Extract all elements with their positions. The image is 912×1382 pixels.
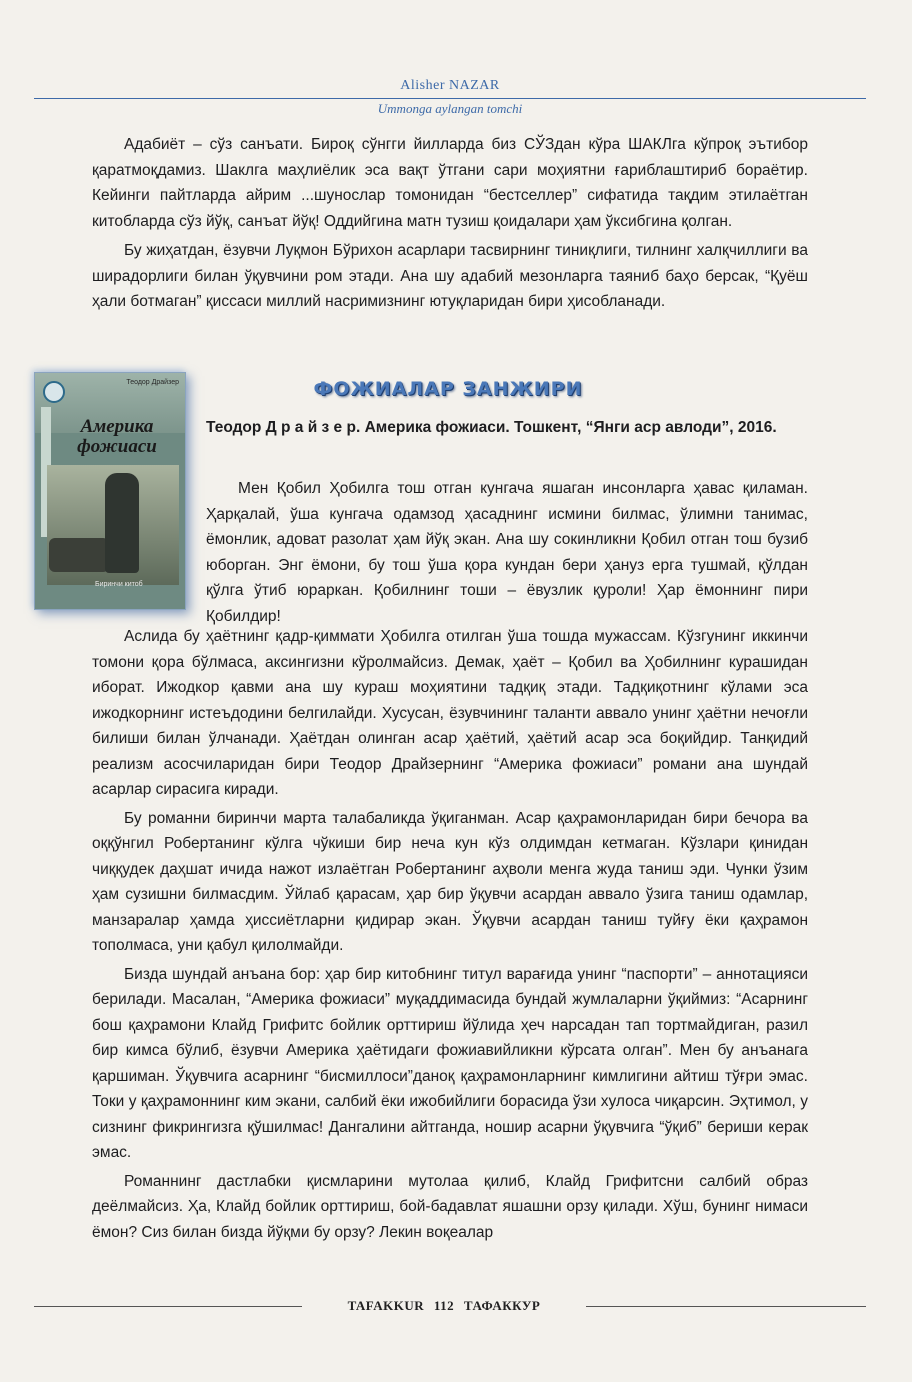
paragraph: Романнинг дастлабки қисмларини мутолаа қилиб, Клайд Грифитсни салбий образ деёлмайсиз. Ҳа, Клайд бойлик орттириш, бой-бадавлат яшашни орзу қилади. Хўш, бунинг нимаси ёмон? Сиз билан бизда йўқми бу орзу? Лекин воқеалар — [92, 1172, 808, 1241]
footer-text — [312, 1298, 576, 1314]
paragraph: Бизда шундай анъана бор: ҳар бир китобнинг титул варағида унинг “паспорти” – аннотацияси берилади. Масалан, “Америка фожиаси” муқаддимасида бундай жумлаларни ўқиймиз: “Асарнинг бош қаҳрамони Клайд Грифитс бойлик орттириш йўлида ҳеч нарсадан тап тортмайдиган, разил бир кимса бўлиб, ёзувчи Америка ҳаётидаги фожиавийликни кўрсата олган”. Мен бу анъанага қаршиман. Ўқувчига асарнинг “бисмиллоси”даноқ қаҳрамонларнинг кимлигини айтиш тўғри эмас. Токи у қаҳрамоннинг ким экани, салбий ёки ижобийлиги борасида ўзи хулоса чиқарсин. Эҳтимол, у сизнинг фикрингизга қўшилмас! Дангалини айтганда, ношир асарни ўқувчига “ўқиб” бериши керак эмас. — [92, 965, 808, 1161]
running-header — [34, 78, 866, 117]
page-footer — [34, 1296, 866, 1318]
footer-magazine-cyrillic: ТАФАККУР — [463, 1298, 541, 1313]
paragraph: Мен Қобил Ҳобилга тош отган кунгача яшаган инсонларга ҳавас қиламан. Ҳарқалай, ўша кунгача одамзод ҳасаднинг исмини билмас, ўлимни танимас, ёмонлик, адоват разолат ҳам йўқ экан. Ана шу сокинликни Қобил отган тош бузиб юборган. Энг ёмони, бу тош ўша қора кундан бери ҳануз ерга тушмай, қўлдан қўлга ўтиб юраркан. Қобилнинг тоши – ёвузлик қуроли! Ҳар ёмоннинг пири Қобилдир! — [206, 480, 808, 625]
cover-author: Теодор Драйзер — [126, 379, 179, 386]
paragraph: Адабиёт – сўз санъати. Бироқ сўнгги йилларда биз СЎЗдан кўра ШАКЛга кўпроқ эътибор қаратмоқдамиз. Шаклга маҳлиёлик эса вақт ўтгани сари моҳиятни ғариблаштириб бораётир. Кейинги пайтларда айрим ...шунослар томонидан “бестселлер” сифатида тақдим этилаётган китобларда сўз йўқ, санъат йўқ! Оддийгина матн тузиш қоидалари ҳам ўксибгина қолган. — [92, 136, 808, 230]
header-author: Alisher NAZAR — [400, 78, 500, 93]
book-cover-image — [34, 372, 186, 610]
cover-man-figure — [105, 473, 139, 573]
section-title: ФОЖИАЛАР ЗАНЖИРИ — [313, 378, 583, 400]
footer-rule-right — [586, 1306, 866, 1307]
beside-cover-text — [206, 476, 808, 629]
footer-rule-left — [34, 1306, 302, 1307]
footer-magazine-latin: TAFAKKUR — [347, 1298, 425, 1313]
intro-text — [92, 132, 808, 315]
paragraph: Аслида бу ҳаётнинг қадр-қиммати Ҳобилга отилган ўша тошда мужассам. Кўзгунинг иккинчи томони қора бўлмаса, аксингизни кўролмайсиз. Демак, ҳаёт – Қобил ва Ҳобилнинг курашидан иборат. Ижодкор қавми ана шу кураш моҳиятини тадқиқ этади. Тадқиқотнинг кўлами эса ижодкорнинг истеъдодини белгилайди. Хусусан, ёзувчининг таланти аввало унинг ҳаётни нечоғли билиши билан ўлчанади. Ҳаётдан олинган асар ҳаётий, ҳаётий асар эса боқийдир. Танқидий реализм асосчиларидан бири Теодор Драйзернинг “Америка фожиаси” романи ана шундай асарлар сирасига киради. — [92, 628, 808, 798]
header-rule — [34, 98, 866, 99]
paragraph: Бу жиҳатдан, ёзувчи Луқмон Бўрихон асарлари тасвирнинг тиниқлиги, тилнинг халқчиллиги ва ширадорлиги билан ўқувчини ром этади. Ана шу адабий мезонларга таяниб баҳо берсак, “Қуёш ҳали ботмаган” қиссаси миллий насримизнинг ютуқларидан бири ҳисобланади. — [92, 242, 808, 310]
cover-car-figure — [49, 538, 109, 572]
paragraph: Бу романни биринчи марта талабаликда ўқиганман. Асар қаҳрамонларидан бири бечора ва оққўнгил Робертанинг кўлга чўкиши бир неча кун кўз олдимдан кетмаган. Кўзлари қинидан чиққудек даҳшат ичида нажот излаётган Робертанинг аҳволи менга жуда таниш эди. Чунки ўзим ҳам сузишни билмасдим. Ўйлаб қарасам, ҳар бир ўқувчи асардан аввало ўзига таниш одамлар, манзаралар ҳамда ҳиссиётларни қидирар экан. Ўқувчи асардан таниш туйғу ёки қаҳрамон тополмаса, уни қабул қилолмайди. — [92, 809, 808, 954]
body-text — [92, 624, 808, 1245]
page-number: 112 — [433, 1298, 455, 1313]
header-subtitle: Ummonga aylangan tomchi — [377, 101, 523, 116]
cover-bottom-text: Биринчи китоб — [95, 581, 143, 588]
cover-logo-icon — [43, 381, 65, 403]
cover-title: Америка фожиаси — [77, 416, 157, 457]
book-reference: Теодор Д р а й з е р. Америка фожиаси. Тошкент, “Янги аср авлоди”, 2016. — [206, 419, 777, 436]
